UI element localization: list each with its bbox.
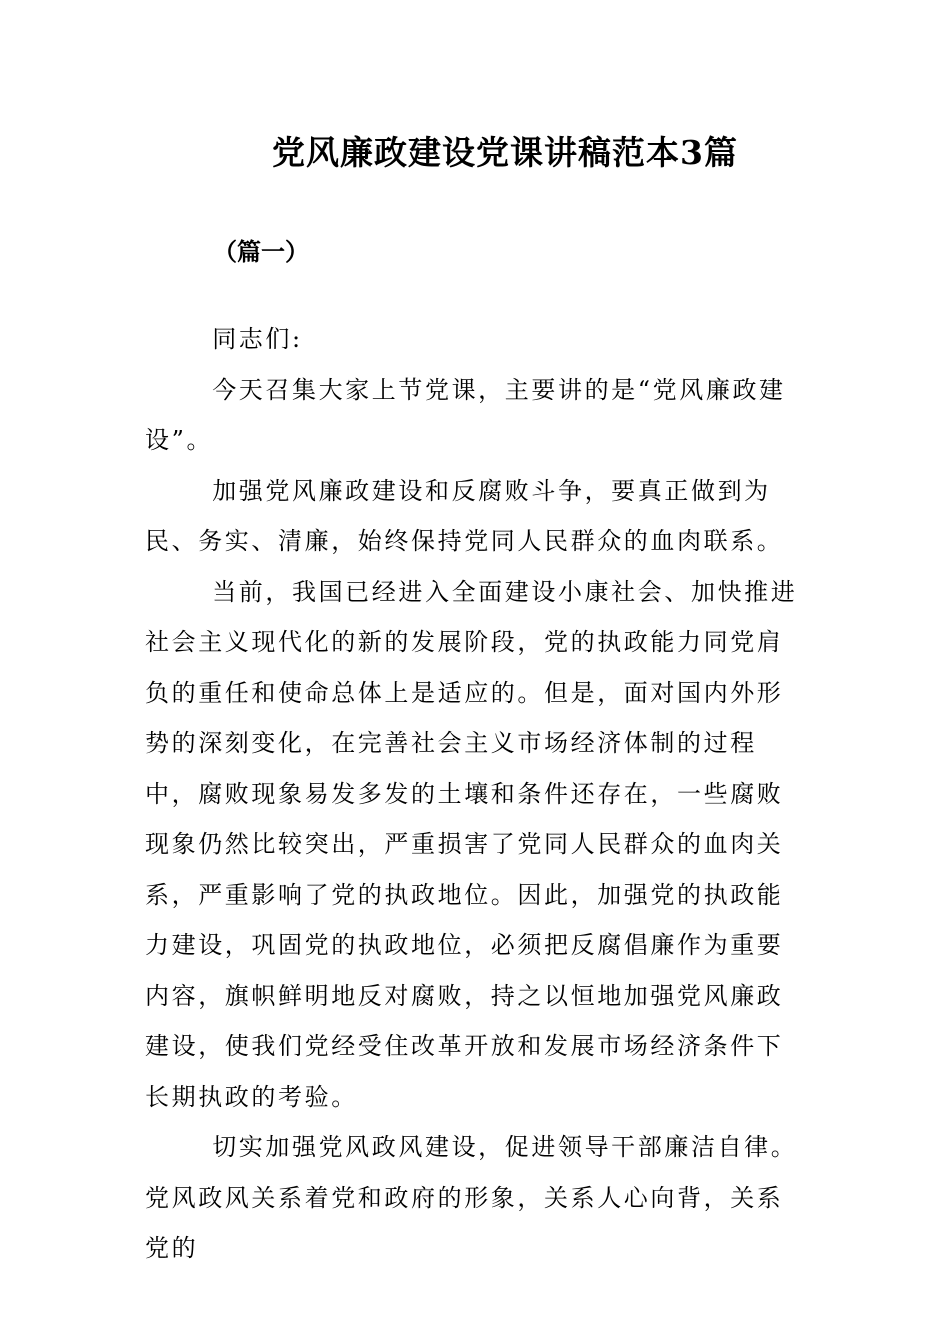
document-body xyxy=(145,314,805,1274)
salutation: 同志们: xyxy=(212,325,303,353)
paragraph-4: 切实加强党风政风建设，促进领导干部廉洁自律。党风政风关系着党和政府的形象，关系人心向背，关系党的 xyxy=(145,1133,798,1262)
section-label: （篇一） xyxy=(213,237,309,266)
paragraph-3: 当前，我国已经进入全面建设小康社会、加快推进社会主义现代化的新的发展阶段，党的执政能力同党肩负的重任和使命总体上是适应的。但是，面对国内外形势的深刻变化，在完善社会主义市场经济体制的过程中，腐败现象易发多发的土壤和条件还存在，一些腐败现象仍然比较突出，严重损害了党同人民群众的血肉关系，严重影响了党的执政地位。因此，加强党的执政能力建设，巩固党的执政地位，必须把反腐倡廉作为重要内容，旗帜鲜明地反对腐败，持之以恒地加强党风廉政建设，使我们党经受住改革开放和发展市场经济条件下长期执政的考验。 xyxy=(145,577,798,1111)
document-title: 党风廉政建设党课讲稿范本3篇 xyxy=(272,133,738,172)
paragraph-1: 今天召集大家上节党课，主要讲的是“党风廉政建设”。 xyxy=(145,375,786,454)
paragraph-2: 加强党风廉政建设和反腐败斗争，要真正做到为民、务实、清廉，始终保持党同人民群众的血肉联系。 xyxy=(145,476,784,555)
